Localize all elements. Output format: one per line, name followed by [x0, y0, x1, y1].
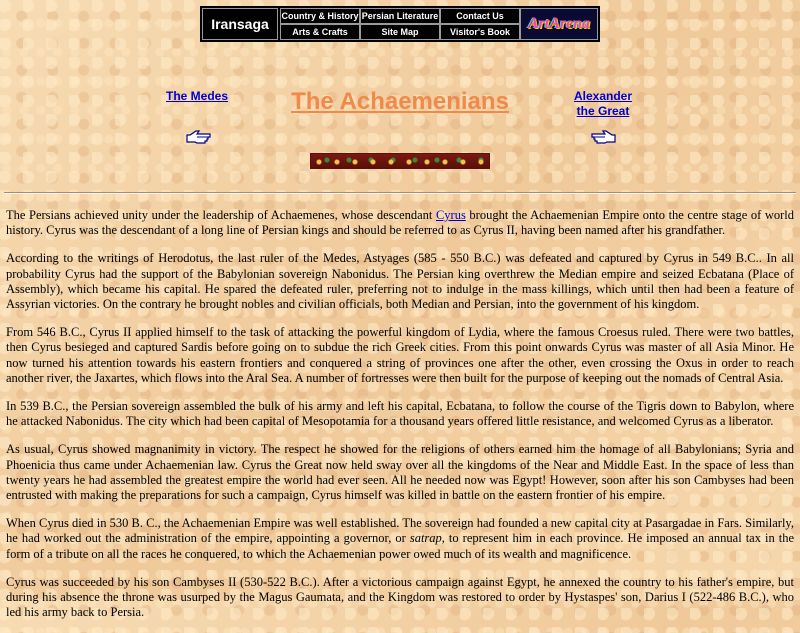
paragraph-7: Cyrus was succeeded by his son Cambyses II (530-522 B.C.). After a victorious campaign against Egypt, he annexed the country to his father's empire, but during his absence the throne was usurped by the Magus Gaumata, and the Kingdom was restored to order by Hystaspes' son, Darius I (522-486 B.C.), who led his army back to Persia.	[6, 574, 794, 620]
next-chapter-link-line1: Alexander	[573, 89, 633, 103]
pointing-hand-left-icon[interactable]	[186, 130, 212, 144]
artarena-logo[interactable]: ArtArena	[520, 8, 598, 40]
next-chapter-link[interactable]	[563, 89, 643, 119]
nav-contact-us[interactable]: Contact Us	[440, 8, 520, 24]
paragraph-6-text-a: When Cyrus died in 530 B. C., the Achaemenian Empire was well established. The sovereign had founded a new capital city at Pasargadae in Fars. Similarly, he had worked out the administration of the empire, appointing a governor, or	[6, 516, 794, 546]
paragraph-6-text-b: , to represent him in each province. He imposed an annual tax in the form of a tribute on all the races he conquered, to which the Achaemenian power owed much of its wealth and magnificence.	[6, 531, 795, 561]
paragraph-5: As usual, Cyrus showed magnanimity in victory. The respect he showed for the religions of others earned him the homage of all Babylonians; Syria and Phoenicia thus came under Achaemenian law. Cyrus the Great now held sway over all the kingdoms of the Near and Middle East. In the space of less than twenty years he had assembled the greatest empire the world had ever seen. All he needed now was Egypt! However, soon after his son Cambyses had been entrusted with making the preparations for such a campaign, Cyrus himself was killed in battle on the eastern frontier of his empire.	[6, 442, 794, 503]
paragraph-1-text-a: The Persians achieved unity under the leadership of Achaemenes, whose descendant	[6, 208, 436, 222]
pointing-hand-right-icon[interactable]	[590, 130, 616, 144]
ornamental-banner-image	[310, 153, 490, 169]
paragraph-1-text-b: brought the Achaemenian Empire onto the centre stage of world history. Cyrus was the descendant of a long line of Persian kings and should be referred to as Cyrus II, having been named after his grandfather.	[6, 208, 794, 238]
paragraph-3: From 546 B.C., Cyrus II applied himself to the task of attacking the powerful kingdom of Lydia, where the famous Croesus ruled. There were two battles, then Cyrus besieged and captured Sardis before going on to subdue the rich Greek cities. From this point onwards Cyrus was master of all Asia Minor. He now turned his attention towards his eastern frontiers and conquered a string of provinces one after the other, even crossing the Oxus in order to reach another river, the Jaxartes, which flows into the Aral Sea. A number of fortresses were then built for the purpose of keeping out the nomads of Central Asia.	[6, 325, 794, 385]
nav-persian-literature[interactable]: Persian Literature	[360, 8, 440, 24]
paragraph-6	[6, 516, 794, 562]
prev-chapter-link[interactable]: The Medes	[165, 89, 228, 103]
paragraph-4: In 539 B.C., the Persian sovereign assembled the bulk of his army and left his capital, Ecbatana, to follow the course of the Tigris down to Babylon, where he attacked Nabonidus. The city which had been capital of Mesopotamia for a thousand years offered little resistance, and welcomed Cyrus as a liberator.	[6, 399, 794, 429]
top-navigation	[200, 6, 600, 42]
horizontal-divider	[4, 192, 796, 194]
satrap-term: satrap	[409, 531, 442, 546]
next-chapter-link-line2: the Great	[576, 104, 630, 118]
page-title: The Achaemenians	[291, 88, 509, 115]
cyrus-link[interactable]: Cyrus	[435, 208, 466, 222]
nav-visitors-book[interactable]: Visitor's Book	[440, 24, 520, 40]
paragraph-2: According to the writings of Herodotus, the last ruler of the Medes, Astyages (585 - 550 B.C.) was defeated and captured by Cyrus in 549 B.C.. In all probability Cyrus had the support of the Babylonian sovereign Nabonidus. The Persian king overthrew the Median empire and seized Ecbatana (Place of Assembly), which became his capital. He spared the defeated ruler, preferring not to indulge in the mass killings, which until then had been a feature of Assyrian victories. On the contrary he brought nobles and civilian officials, both Median and Persian, into the government of his kingdom.	[6, 251, 794, 312]
nav-site-map[interactable]: Site Map	[360, 24, 440, 40]
paragraph-1	[6, 208, 794, 238]
nav-arts-crafts[interactable]: Arts & Crafts	[280, 24, 360, 40]
nav-home-iransaga[interactable]: Iransaga	[202, 8, 278, 40]
nav-country-history[interactable]: Country & History	[280, 8, 360, 24]
article-body	[6, 208, 794, 633]
